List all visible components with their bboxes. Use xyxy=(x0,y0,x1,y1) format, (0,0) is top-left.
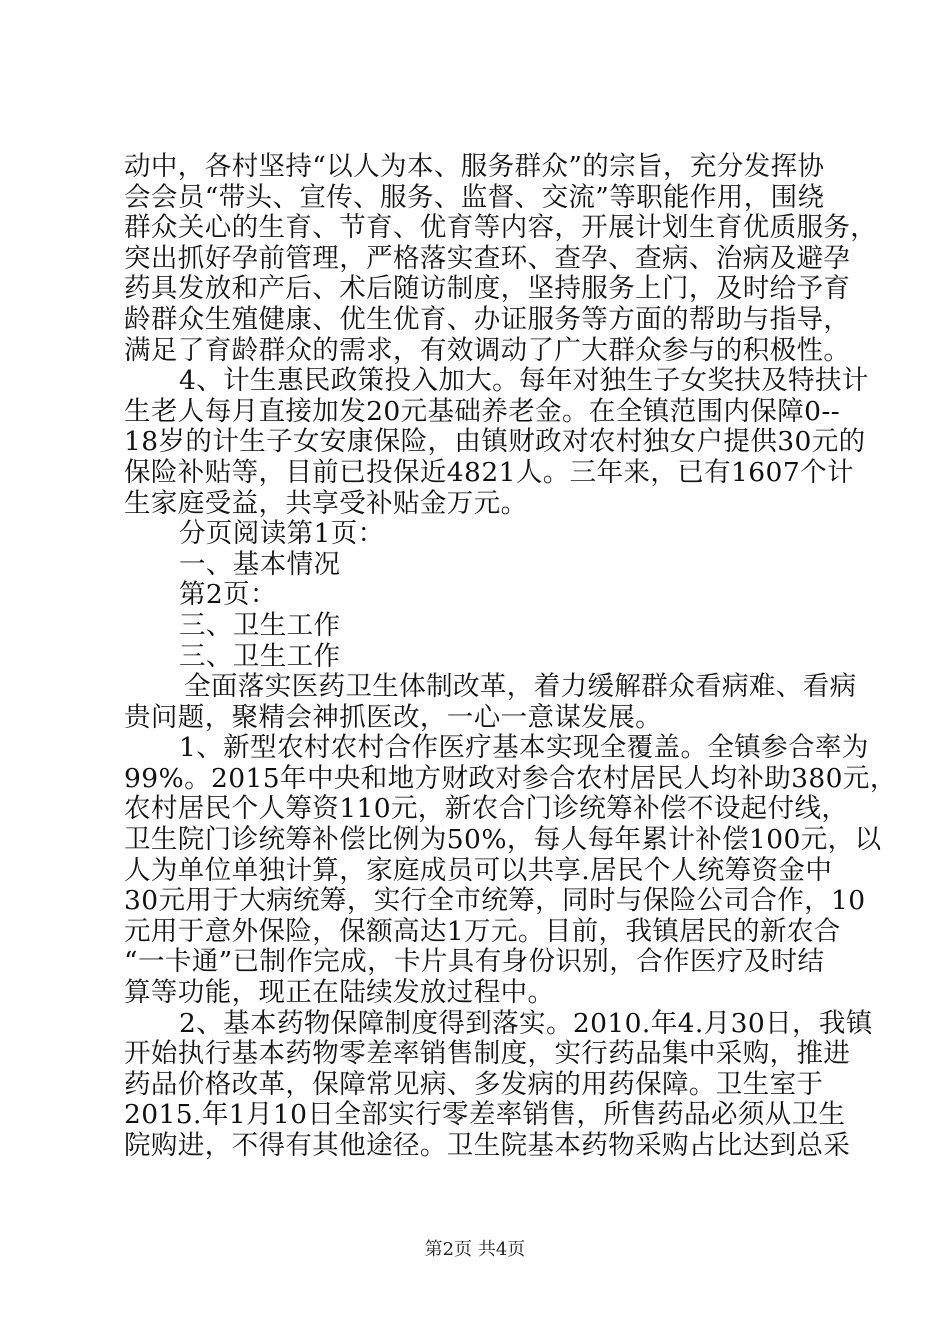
text-line: 保险补贴等，目前已投保近4821人。三年来，已有1607个计 xyxy=(124,456,854,488)
text-line: 生老人每月直接加发20元基础养老金。在全镇范围内保障0-- xyxy=(124,395,841,427)
text-line: 元用于意外保险，保额高达1万元。目前，我镇居民的新农合 xyxy=(124,915,841,947)
text-line: 开始执行基本药物零差率销售制度，实行药品集中采购，推进 xyxy=(124,1038,851,1070)
text-line: 会会员“带头、宣传、服务、监督、交流”等职能作用，围绕 xyxy=(124,181,825,213)
text-line: 生家庭受益，共享受补贴金万元。 xyxy=(124,487,528,519)
text-line: 农村居民个人筹资110元，新农合门诊统筹补偿不设起付线， xyxy=(124,793,849,825)
text-line: 人为单位单独计算，家庭成员可以共享.居民个人统筹资金中 xyxy=(124,854,833,886)
text-line: 18岁的计生子女安康保险，由镇财政对农村独女户提供30元的 xyxy=(124,426,866,458)
text-line: 分页阅读第1页： xyxy=(179,518,385,550)
page-footer xyxy=(0,1238,950,1262)
page-number-label: 第2页 共4页 xyxy=(424,1239,526,1260)
text-line: 算等功能，现正在陆续发放过程中。 xyxy=(124,977,555,1009)
text-line: “一卡通”已制作完成，卡片具有身份识别，合作医疗及时结 xyxy=(124,946,825,978)
text-line: 动中，各村坚持“以人为本、服务群众”的宗旨，充分发挥协 xyxy=(124,151,825,182)
text-line: 群众关心的生育、节育、优育等内容，开展计划生育优质服务， xyxy=(124,212,878,244)
text-line: 第2页： xyxy=(179,579,277,611)
text-line: 4、计生惠民政策投入加大。每年对独生子女奖扶及特扶计 xyxy=(179,365,869,397)
text-line: 满足了育龄群众的需求，有效调动了广大群众参与的积极性。 xyxy=(124,334,851,366)
text-line: 30元用于大病统筹，实行全市统筹，同时与保险公司合作，10 xyxy=(124,885,866,917)
text-line: 99%。2015年中央和地方财政对参合农村居民人均补助380元， xyxy=(124,762,897,794)
text-line: 卫生院门诊统筹补偿比例为50%，每人每年累计补偿100元，以 xyxy=(124,824,882,856)
text-line: 贵问题，聚精会神抓医改，一心一意谋发展。 xyxy=(124,701,662,733)
text-line: 三、卫生工作 xyxy=(179,609,341,641)
document-body xyxy=(124,151,897,1162)
text-line: 药品价格改革，保障常见病、多发病的用药保障。卫生室于 xyxy=(124,1068,824,1100)
text-line: 2015.年1月10日全部实行零差率销售，所售药品必须从卫生 xyxy=(124,1099,846,1131)
text-line: 一、基本情况 xyxy=(179,548,341,580)
text-line: 全面落实医药卫生体制改革，着力缓解群众看病难、看病 xyxy=(184,671,857,703)
text-line: 2、基本药物保障制度得到落实。2010.年4.月30日，我镇 xyxy=(179,1007,873,1039)
text-line: 院购进，不得有其他途径。卫生院基本药物采购占比达到总采 xyxy=(124,1130,851,1161)
text-line: 龄群众生殖健康、优生优育、办证服务等方面的帮助与指导， xyxy=(124,303,851,335)
text-line: 三、卫生工作 xyxy=(179,640,341,672)
text-line: 突出抓好孕前管理，严格落实查环、查孕、查病、治病及避孕 xyxy=(124,242,851,274)
text-line: 药具发放和产后、术后随访制度，坚持服务上门，及时给予育 xyxy=(124,273,851,305)
text-line: 1、新型农村农村合作医疗基本实现全覆盖。全镇参合率为 xyxy=(179,732,869,764)
